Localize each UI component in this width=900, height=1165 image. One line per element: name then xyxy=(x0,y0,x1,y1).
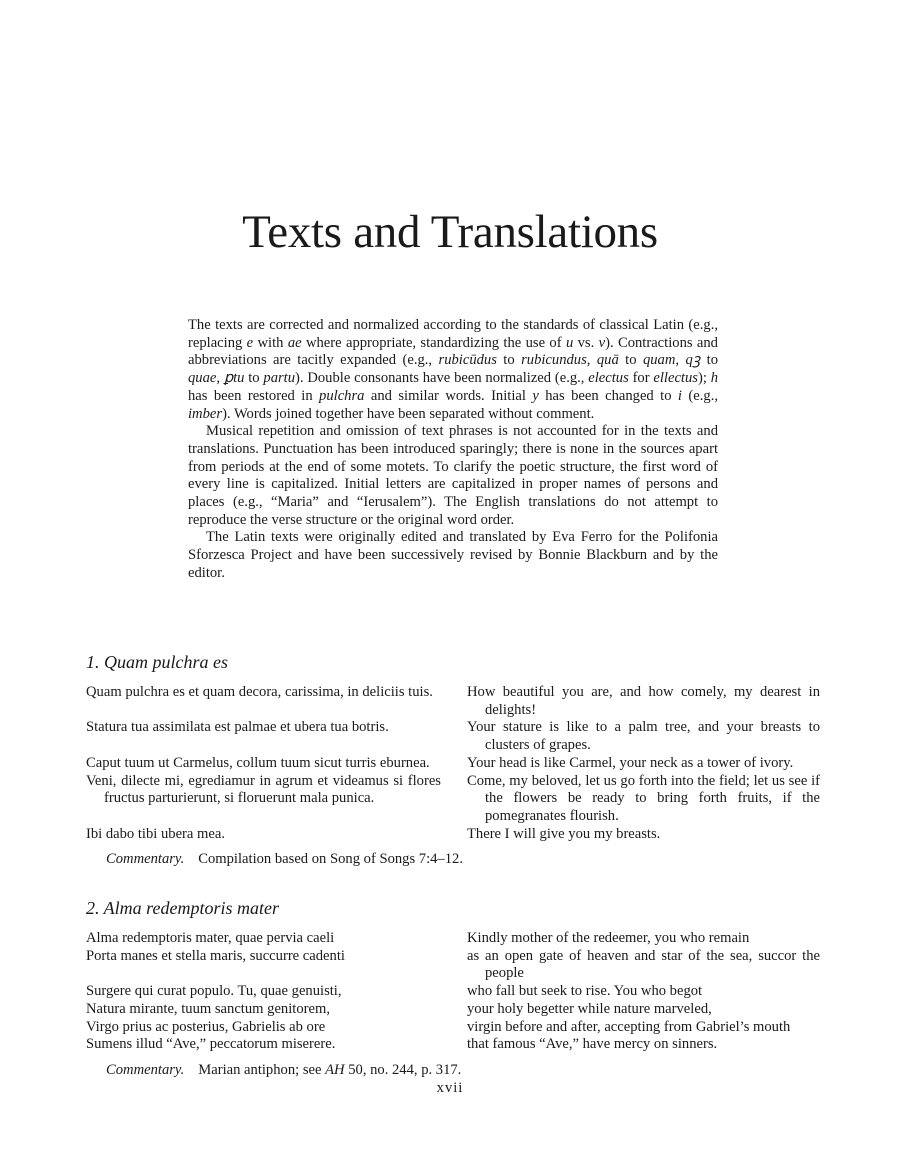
section-heading: 2. Alma redemptoris mater xyxy=(86,898,279,918)
commentary-text-end: 50, no. 244, p. 317. xyxy=(344,1061,462,1078)
text-run: has been restored in xyxy=(188,387,320,404)
italic-term: ellectus xyxy=(653,370,698,387)
text-run: ). Double consonants have been normalized (e.g., xyxy=(295,370,589,387)
latin-line: Natura mirante, tuum sanctum genitorem, xyxy=(86,1000,330,1017)
commentary-abbrev: AH xyxy=(325,1061,345,1078)
italic-term: v xyxy=(598,334,606,351)
text-run: where appropriate, standardizing the use of xyxy=(301,334,566,351)
section-heading: 1. Quam pulchra es xyxy=(86,652,228,672)
intro-text xyxy=(188,317,718,583)
italic-term: electus xyxy=(588,370,629,387)
english-line: that famous “Ave,” have mercy on sinners. xyxy=(467,1036,718,1053)
commentary xyxy=(86,851,820,869)
commentary-label: Commentary. xyxy=(106,1061,185,1078)
latin-line: Sumens illud “Ave,” peccatorum miserere. xyxy=(86,1036,336,1053)
text-run: to xyxy=(244,370,264,387)
italic-term: quā xyxy=(596,352,619,369)
commentary-text: Compilation based on Song of Songs 7:4–12. xyxy=(198,851,463,868)
section-1 xyxy=(86,651,820,869)
english-line: Come, my beloved, let us go forth into the field; let us see if the flowers be ready to bring forth fruits, if the pomegranates flourish. xyxy=(467,772,820,824)
italic-term: quae, xyxy=(188,370,221,387)
intro-paragraph-1 xyxy=(188,317,718,423)
text-run: to xyxy=(496,352,522,369)
text-run: and similar words. Initial xyxy=(364,387,533,404)
italic-term: y xyxy=(532,387,539,404)
text-run: ). Words joined together have been separated without comment. xyxy=(222,405,595,422)
english-line: as an open gate of heaven and star of the sea, succor the people xyxy=(467,947,820,982)
text-run: vs. xyxy=(573,334,599,351)
commentary-text: Marian antiphon; see xyxy=(198,1061,326,1078)
english-line: who fall but seek to rise. You who begot xyxy=(467,983,703,1000)
italic-term: i xyxy=(677,387,682,404)
latin-line: Caput tuum ut Carmelus, collum tuum sicut turris eburnea. xyxy=(86,754,430,771)
italic-term: e xyxy=(246,334,254,351)
english-line: There I will give you my breasts. xyxy=(467,825,661,842)
intro-paragraph-3: The Latin texts were originally edited and translated by Eva Ferro for the Polifonia Sforzesca Project and have been successively revised by Bonnie Blackburn and by the editor. xyxy=(188,529,718,581)
italic-term: rubicundus, xyxy=(521,352,591,369)
italic-term: rubicūdus xyxy=(438,352,497,369)
text-translation-grid xyxy=(86,684,820,843)
english-line: How beautiful you are, and how comely, my dearest in delights! xyxy=(467,684,820,718)
commentary-label: Commentary. xyxy=(106,851,185,868)
latin-line: Quam pulchra es et quam decora, carissima, in deliciis tuis. xyxy=(86,684,433,700)
english-line: Your stature is like to a palm tree, and your breasts to clusters of grapes. xyxy=(467,719,820,754)
english-line: Kindly mother of the redeemer, you who remain xyxy=(467,930,750,946)
section-2 xyxy=(86,897,820,1080)
english-line: your holy begetter while nature marveled, xyxy=(467,1000,712,1017)
italic-term: ae xyxy=(287,334,302,351)
english-line: virgin before and after, accepting from Gabriel’s mouth xyxy=(467,1018,791,1035)
latin-line: Veni, dilecte mi, egrediamur in agrum et videamus si flores fructus parturierunt, si floruerunt mala punica. xyxy=(86,772,441,807)
page-title: Texts and Translations xyxy=(242,206,658,258)
latin-line: Porta manes et stella maris, succurre cadenti xyxy=(86,947,345,964)
text-run: (e.g., xyxy=(681,387,718,404)
latin-line: Virgo prius ac posterius, Gabrielis ab ore xyxy=(86,1018,326,1035)
english-line: Your head is like Carmel, your neck as a tower of ivory. xyxy=(467,754,794,771)
text-run: ); xyxy=(697,370,711,387)
text-run: to xyxy=(618,352,643,369)
italic-term: pulchra xyxy=(319,387,365,404)
italic-term: qꝫ xyxy=(685,352,701,369)
italic-term: quam, xyxy=(642,352,680,369)
italic-term: ꝑtu xyxy=(223,370,245,387)
text-run: has been changed to xyxy=(538,387,678,404)
text-run: for xyxy=(628,370,654,387)
page-number: xvii xyxy=(436,1080,464,1096)
intro-paragraph-2: Musical repetition and omission of text phrases is not accounted for in the texts and translations. Punctuation has been introduced sparingly; there is none in the sources apart from periods at the end of some motets. To clarify the poetic structure, the first word of every line is capitalized. Initial letters are capitalized in proper names of persons and places (e.g., “Maria” and “Ierusalem”). The English translations do not attempt to reproduce the verse structure or the original word order. xyxy=(188,423,718,528)
text-translation-grid xyxy=(86,930,820,1054)
latin-line: Alma redemptoris mater, quae pervia caeli xyxy=(86,930,335,946)
latin-line: Surgere qui curat populo. Tu, quae genuisti, xyxy=(86,983,342,1000)
text-run: with xyxy=(253,334,288,351)
latin-line: Statura tua assimilata est palmae et ubera tua botris. xyxy=(86,719,389,736)
italic-term: u xyxy=(565,334,574,351)
italic-term: h xyxy=(710,370,718,387)
text-run: The texts are corrected and normalized according to the standards of classical Latin (e.g., replacing xyxy=(188,317,718,351)
latin-line: Ibi dabo tibi ubera mea. xyxy=(86,825,225,842)
italic-term: imber xyxy=(188,405,223,422)
italic-term: partu xyxy=(263,370,296,387)
text-run: ). Contractions and abbreviations are tacitly expanded (e.g., xyxy=(188,334,718,369)
text-run: to xyxy=(700,352,718,369)
commentary xyxy=(86,1062,820,1080)
